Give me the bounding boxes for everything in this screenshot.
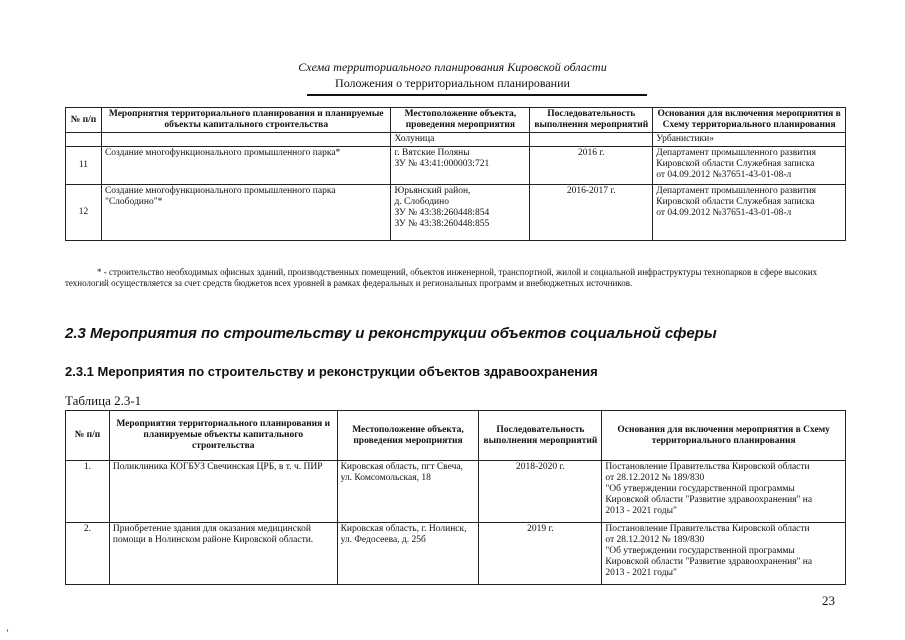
row-num: 2. — [66, 523, 110, 585]
header-period: Последовательность выполнения мероприятий — [479, 411, 602, 461]
header-location: Местоположение объекта, проведения мероприятия — [391, 108, 530, 133]
row-name: Приобретение здания для оказания медицинской помощи в Нолинском районе Кировской области. — [109, 523, 337, 585]
row-name: Создание многофункционального промышленного парка "Слободино"* — [101, 185, 391, 241]
table-row — [66, 147, 846, 185]
row-basis: Департамент промышленного развития Кировской области Служебная записка от 04.09.2012 №37651-43-01-08-л — [653, 147, 846, 185]
header-activity: Мероприятия территориального планирования и планируемые объекты капитального строительства — [101, 108, 391, 133]
row-period: 2018-2020 г. — [479, 461, 602, 523]
row-num: 11 — [66, 147, 102, 185]
carry-basis: Урбанистики» — [653, 133, 846, 147]
row-location: г. Вятские Поляны ЗУ № 43:41:000003:721 — [391, 147, 530, 185]
footnote: * - строительство необходимых офисных зданий, производственных помещений, объектов инженерной, транспортной, жилой и социальной инфраструктуры технопарков в сфере высоких технологий осуществляется за счет средств бюджетов всех уровней в рамках федеральных и региональных программ и внебюджетных источников. — [65, 267, 818, 288]
header-period: Последовательность выполнения мероприятий — [530, 108, 653, 133]
document-running-title: Схема территориального планирования Кировской области — [298, 60, 607, 74]
row-num: 1. — [66, 461, 110, 523]
row-period: 2016 г. — [530, 147, 653, 185]
row-location: Кировская область, пгт Свеча, ул. Комсомольская, 18 — [337, 461, 479, 523]
healthcare-table — [65, 410, 846, 585]
row-location: Кировская область, г. Нолинск, ул. Федосеева, д. 25б — [337, 523, 479, 585]
header-rule — [307, 94, 647, 96]
row-name: Создание многофункционального промышленного парка* — [101, 147, 391, 185]
table-header-row — [66, 108, 846, 133]
row-basis: Департамент промышленного развития Кировской области Служебная записка от 04.09.2012 №37651-43-01-08-л — [653, 185, 846, 241]
header-basis: Основания для включения мероприятия в Схему территориального планирования — [653, 108, 846, 133]
table-row — [66, 523, 846, 585]
section-title: 2.3 Мероприятия по строительству и реконструкции объектов социальной сферы — [65, 325, 717, 342]
header-num: № п/п — [66, 411, 110, 461]
header-num: № п/п — [66, 108, 102, 133]
corner-mark: ʼ — [6, 628, 9, 638]
industrial-parks-table — [65, 107, 846, 241]
subsection-title: 2.3.1 Мероприятия по строительству и реконструкции объектов здравоохранения — [65, 364, 598, 379]
row-basis: Постановление Правительства Кировской области от 28.12.2012 № 189/830 "Об утверждении государственной программы Кировской области "Развитие здравоохранения" на 2013 - 2021 годы" — [602, 461, 846, 523]
row-period: 2019 г. — [479, 523, 602, 585]
row-name: Поликлиника КОГБУЗ Свечинская ЦРБ, в т. ч. ПИР — [109, 461, 337, 523]
header-activity: Мероприятия территориального планирования и планируемые объекты капитального строительства — [109, 411, 337, 461]
header-basis: Основания для включения мероприятия в Схему территориального планирования — [602, 411, 846, 461]
document-running-subtitle: Положения о территориальном планировании — [335, 76, 570, 90]
table-row — [66, 133, 846, 147]
row-period: 2016-2017 г. — [530, 185, 653, 241]
row-location: Юрьянский район, д. Слободино ЗУ № 43:38:260448:854 ЗУ № 43:38:260448:855 — [391, 185, 530, 241]
table-caption: Таблица 2.3-1 — [65, 393, 142, 408]
table-header-row — [66, 411, 846, 461]
table-row — [66, 461, 846, 523]
row-basis: Постановление Правительства Кировской области от 28.12.2012 № 189/830 "Об утверждении государственной программы Кировской области "Развитие здравоохранения" на 2013 - 2021 годы" — [602, 523, 846, 585]
table-row — [66, 185, 846, 241]
carry-location: Холуница — [391, 133, 530, 147]
page-number: 23 — [822, 593, 835, 608]
header-location: Местоположение объекта, проведения мероприятия — [337, 411, 479, 461]
row-num: 12 — [66, 185, 102, 241]
